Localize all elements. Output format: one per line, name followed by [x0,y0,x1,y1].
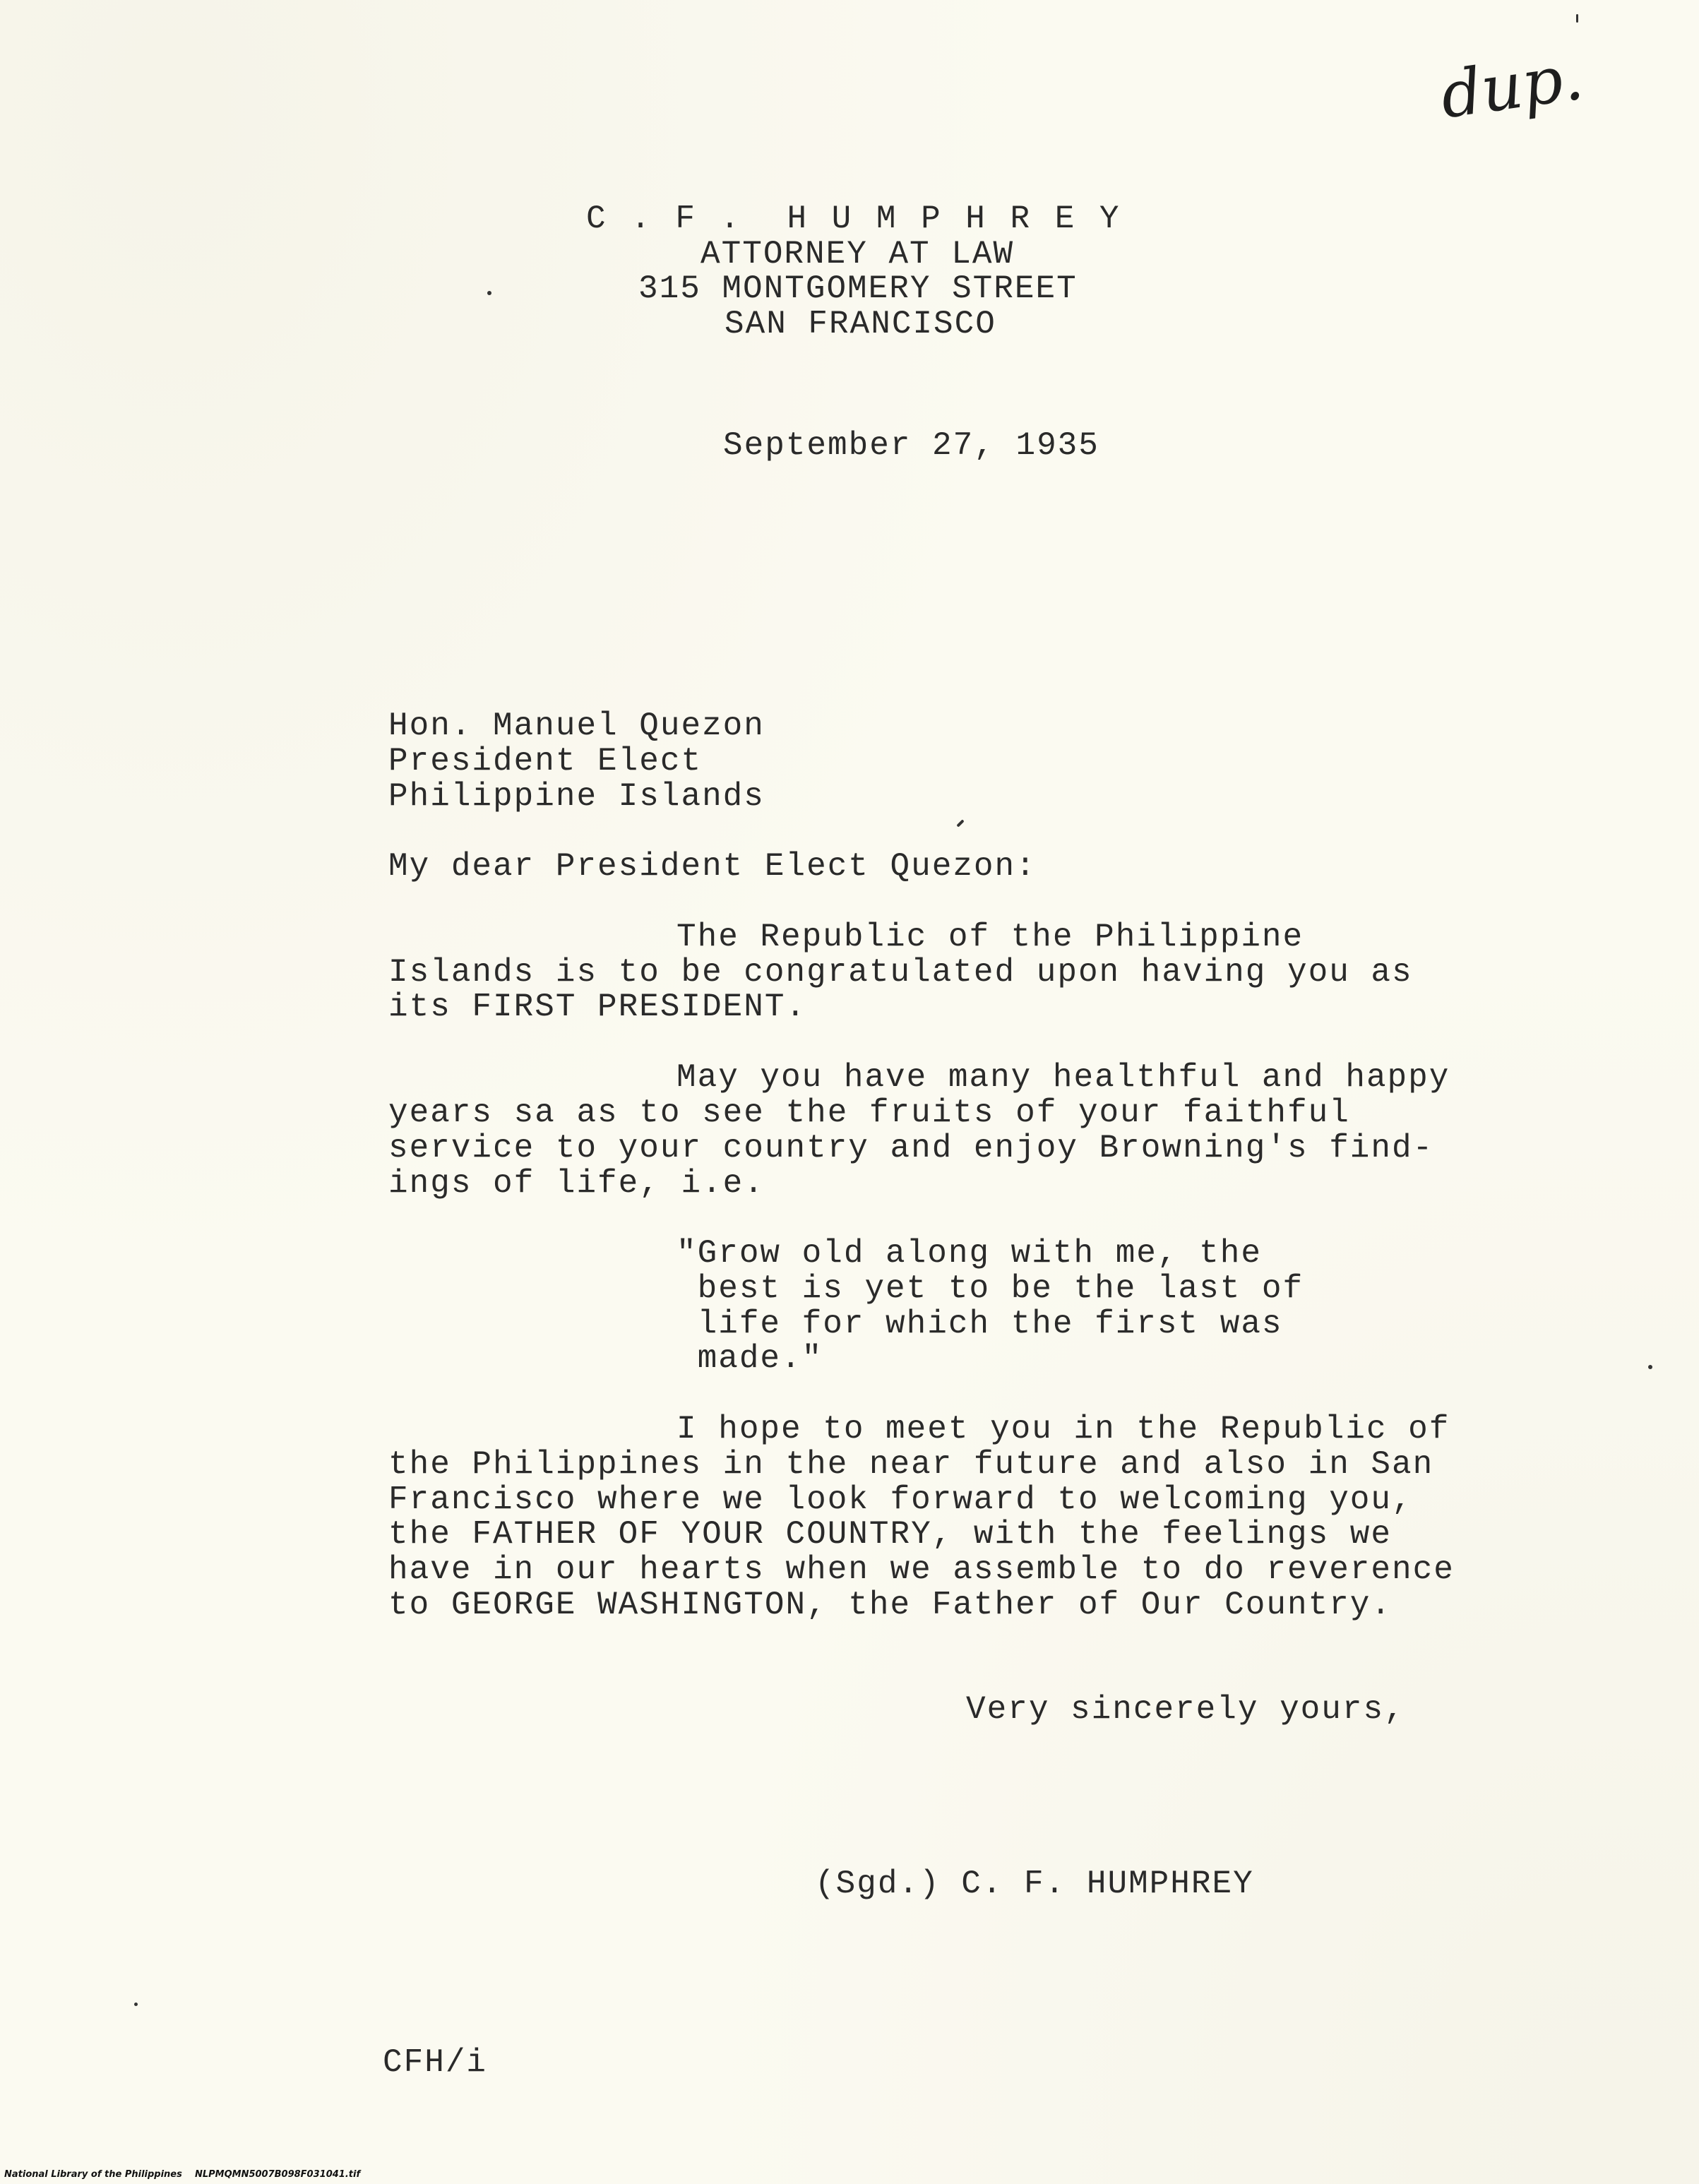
paper-speck [1576,14,1578,23]
letterhead-name: C . F . H U M P H R E Y [586,201,1122,237]
letterhead-address: 315 MONTGOMERY STREET [638,270,1078,307]
archive-footer: National Library of the Philippines NLPMQMN5007B098F031041.tif [4,2169,361,2180]
quote-line: life for which the first was [676,1306,1283,1342]
paragraph-line: Islands is to be congratulated upon having you as [388,954,1413,991]
paragraph-line: Francisco where we look forward to welcoming you, [388,1481,1413,1518]
handwritten-note: dup. [1436,40,1588,133]
paper-speck [956,819,964,827]
paragraph-line: have in our hearts when we assemble to do reverence [388,1551,1455,1588]
recipient-line-2: President Elect [388,743,703,780]
paper-speck [1648,1365,1652,1369]
letter-date: September 27, 1935 [723,427,1099,464]
letterhead-city: SAN FRANCISCO [725,306,996,342]
paragraph-line: I hope to meet you in the Republic of [676,1411,1450,1448]
paragraph-line: ings of life, i.e. [388,1165,765,1202]
paragraph-line: The Republic of the Philippine [676,919,1304,955]
paragraph-line: its FIRST PRESIDENT. [388,989,807,1025]
paper-speck [134,2003,138,2006]
paragraph-line: the Philippines in the near future and also in San [388,1446,1434,1483]
paragraph-line: to GEORGE WASHINGTON, the Father of Our Country. [388,1587,1393,1623]
typist-initials: CFH/i [383,2044,488,2081]
quote-line: made." [676,1340,823,1377]
recipient-line-3: Philippine Islands [388,778,765,815]
signature: (Sgd.) C. F. HUMPHREY [815,1866,1254,1902]
paragraph-line: the FATHER OF YOUR COUNTRY, with the feelings we [388,1516,1393,1553]
closing: Very sincerely yours, [966,1691,1405,1728]
salutation: My dear President Elect Quezon: [388,848,1037,885]
paragraph-line: May you have many healthful and happy [676,1059,1450,1096]
quote-line: "Grow old along with me, the [676,1235,1262,1272]
quote-line: best is yet to be the last of [676,1270,1304,1307]
paper-speck [487,291,491,295]
recipient-line-1: Hon. Manuel Quezon [388,708,765,744]
paragraph-line: service to your country and enjoy Browning's find- [388,1130,1434,1166]
letterhead-title: ATTORNEY AT LAW [701,236,1015,273]
paragraph-line: years sa as to see the fruits of your faithful [388,1094,1350,1131]
